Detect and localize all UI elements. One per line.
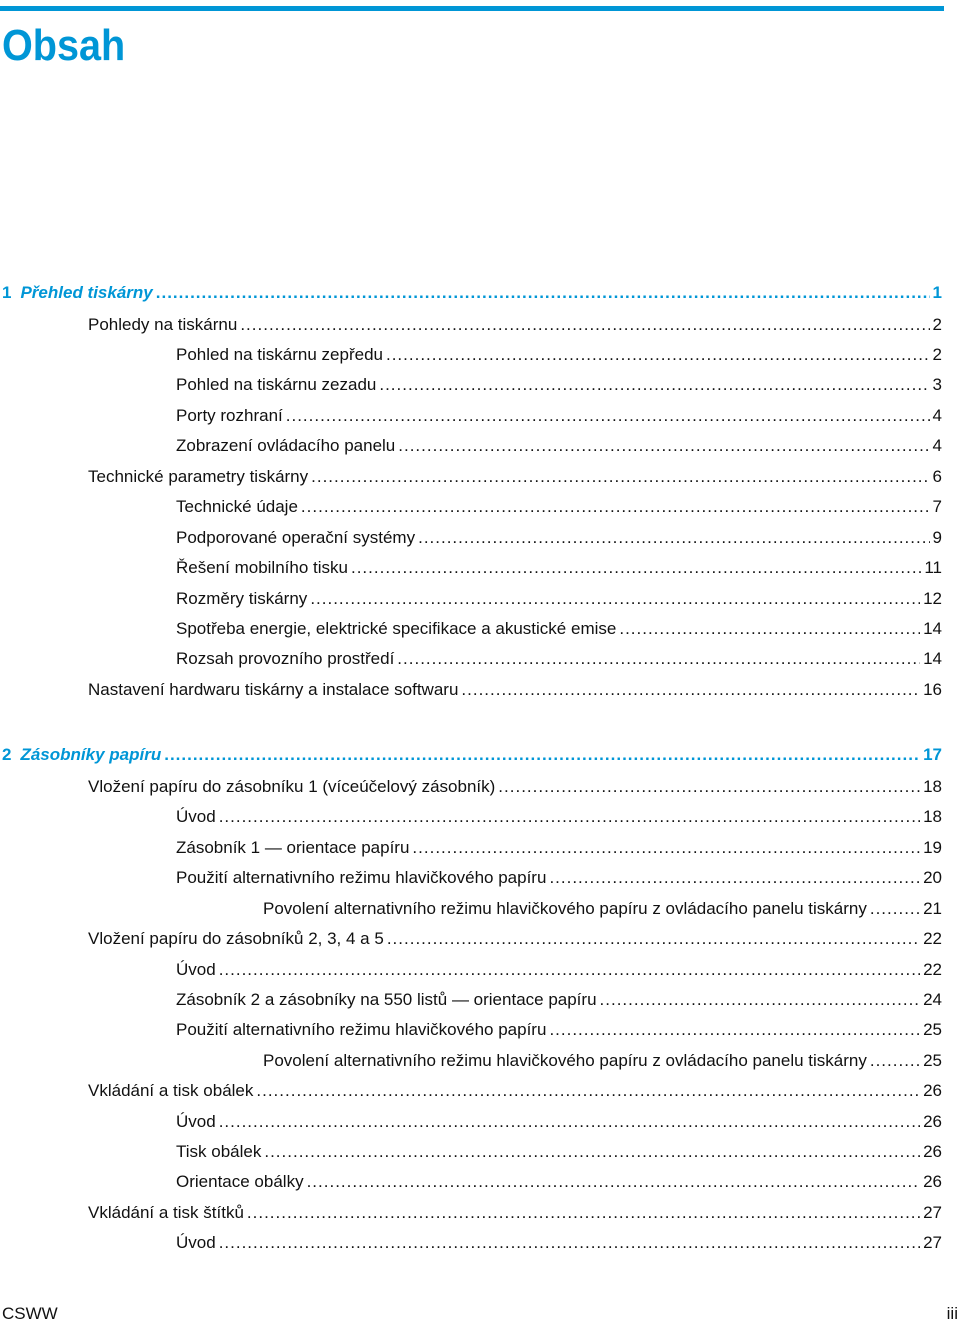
toc-entry-text: Úvod	[176, 807, 216, 826]
toc-entry-text: Vkládání a tisk štítků	[88, 1203, 244, 1222]
toc-page-number: 16	[923, 680, 942, 699]
toc-entry[interactable]	[176, 804, 942, 830]
dot-leader	[549, 1017, 920, 1043]
toc-page-number: 22	[923, 960, 942, 979]
toc-entry[interactable]	[176, 403, 942, 429]
toc-entry-label	[88, 464, 308, 490]
toc-entry-text: Zásobník 2 a zásobníky na 550 listů — orientace papíru	[176, 990, 597, 1009]
toc-page-number: 11	[924, 558, 942, 577]
toc-page-number: 26	[923, 1081, 942, 1100]
dot-leader	[310, 586, 920, 612]
toc-entry[interactable]	[263, 1048, 942, 1074]
toc-entry-text: Přehled tiskárny	[20, 283, 153, 302]
toc-entry-label	[88, 1200, 244, 1226]
toc-entry[interactable]	[176, 586, 942, 612]
toc-entry-label	[88, 926, 384, 952]
toc-entry-text: Vložení papíru do zásobníku 1 (víceúčelový zásobník)	[88, 777, 496, 796]
dot-leader	[219, 1109, 920, 1135]
toc-entry[interactable]	[176, 494, 942, 520]
toc-entry-label	[88, 774, 495, 800]
toc-page-number: 4	[932, 406, 942, 425]
toc-page-number: 26	[923, 1172, 942, 1191]
toc-entry-label	[176, 1230, 216, 1256]
dot-leader	[397, 646, 920, 672]
toc-entry[interactable]	[176, 342, 942, 368]
toc-page-number: 2	[932, 315, 942, 334]
toc-entry-label	[176, 525, 415, 551]
toc-entry[interactable]	[88, 312, 942, 338]
toc-page-number: 6	[932, 467, 942, 486]
toc-page-number: 2	[932, 345, 942, 364]
dot-leader	[387, 926, 920, 952]
toc-entry-text: Vložení papíru do zásobníků 2, 3, 4 a 5	[88, 929, 384, 948]
toc-entry-label	[176, 372, 376, 398]
toc-entry-text: Rozměry tiskárny	[176, 589, 308, 608]
dot-leader	[311, 464, 929, 490]
toc-page-number: 4	[932, 436, 942, 455]
toc-entry[interactable]	[88, 1078, 942, 1104]
toc-entry[interactable]	[176, 865, 942, 891]
dot-leader	[219, 957, 920, 983]
toc-entry-text: Zobrazení ovládacího panelu	[176, 436, 396, 455]
toc-chapter-entry[interactable]	[2, 742, 942, 768]
toc-page-number: 3	[932, 375, 942, 394]
dot-leader	[379, 372, 929, 398]
toc-entry[interactable]	[88, 926, 942, 952]
toc-entry-text: Rozsah provozního prostředí	[176, 649, 395, 668]
toc-entry-label	[88, 312, 237, 338]
toc-entry-text: Úvod	[176, 960, 216, 979]
toc-entry-label	[176, 1169, 304, 1195]
toc-entry-text: Povolení alternativního režimu hlavičkového papíru z ovládacího panelu tiskárny	[263, 1051, 867, 1070]
toc-entry[interactable]	[176, 1109, 942, 1135]
dot-leader	[870, 1048, 920, 1074]
dot-leader	[219, 1230, 920, 1256]
toc-chapter-number: 2	[2, 745, 12, 764]
toc-entry-text: Povolení alternativního režimu hlavičkového papíru z ovládacího panelu tiskárny	[263, 899, 867, 918]
dot-leader	[164, 742, 920, 768]
toc-entry-text: Použití alternativního režimu hlavičkového papíru	[176, 1020, 547, 1039]
dot-leader	[286, 403, 930, 429]
dot-leader	[412, 835, 920, 861]
page-title: Obsah	[2, 21, 126, 70]
dot-leader	[461, 677, 920, 703]
dot-leader	[156, 280, 930, 306]
toc-page-number: 22	[923, 929, 942, 948]
dot-leader	[301, 494, 930, 520]
toc-entry-text: Použití alternativního režimu hlavičkového papíru	[176, 868, 547, 887]
dot-leader	[247, 1200, 920, 1226]
toc-entry-label	[88, 677, 458, 703]
toc-entry[interactable]	[176, 957, 942, 983]
toc-page-number: 19	[923, 838, 942, 857]
toc-entry-label	[176, 646, 394, 672]
toc-page-number: 18	[923, 777, 942, 796]
toc-page-number: 1	[932, 283, 942, 302]
dot-leader	[870, 896, 920, 922]
toc-entry-label	[176, 957, 216, 983]
toc-entry-text: Technické údaje	[176, 497, 298, 516]
toc-page-number: 7	[932, 497, 942, 516]
toc-entry-label	[176, 403, 283, 429]
toc-chapter-entry[interactable]	[2, 280, 942, 306]
toc-entry-label	[176, 1139, 261, 1165]
dot-leader	[256, 1078, 920, 1104]
toc-entry-text: Úvod	[176, 1112, 216, 1131]
toc-entry-text: Tisk obálek	[176, 1142, 262, 1161]
toc-entry-label	[176, 835, 409, 861]
toc-entry[interactable]	[176, 646, 942, 672]
toc-entry-text: Spotřeba energie, elektrické specifikace a akustické emise	[176, 619, 617, 638]
toc-entry[interactable]	[88, 1200, 942, 1226]
toc-entry[interactable]	[176, 987, 942, 1013]
toc-page-number: 17	[923, 745, 942, 764]
toc-entry-text: Porty rozhraní	[176, 406, 283, 425]
toc-page-number: 27	[923, 1233, 942, 1252]
toc-entry[interactable]	[88, 677, 942, 703]
toc-entry-text: Pohled na tiskárnu zepředu	[176, 345, 383, 364]
toc-entry-text: Orientace obálky	[176, 1172, 304, 1191]
dot-leader	[398, 433, 929, 459]
toc-entry-label	[263, 896, 867, 922]
footer-left-label: CSWW	[2, 1304, 58, 1323]
toc-page-number: 18	[923, 807, 942, 826]
dot-leader	[351, 555, 921, 581]
toc-entry-label	[88, 1078, 253, 1104]
toc-entry[interactable]	[176, 1169, 942, 1195]
toc-page-number: 20	[923, 868, 942, 887]
toc-entry-label	[176, 616, 616, 642]
toc-entry-label	[176, 586, 307, 612]
toc-page-number: 27	[923, 1203, 942, 1222]
toc-entry-label	[176, 1017, 546, 1043]
toc-entry-text: Pohledy na tiskárnu	[88, 315, 238, 334]
toc-chapter-number: 1	[2, 283, 12, 302]
toc-entry-text: Zásobníky papíru	[20, 745, 162, 764]
toc-entry[interactable]	[88, 464, 942, 490]
dot-leader	[600, 987, 921, 1013]
toc-entry[interactable]	[176, 555, 942, 581]
toc-entry-label	[2, 742, 161, 768]
toc-entry-label	[176, 1109, 216, 1135]
toc-entry-text: Podporované operační systémy	[176, 528, 416, 547]
dot-leader	[619, 616, 920, 642]
toc-entry-label	[263, 1048, 867, 1074]
toc-entry-text: Technické parametry tiskárny	[88, 467, 309, 486]
toc-page-number: 12	[923, 589, 942, 608]
dot-leader	[386, 342, 930, 368]
toc-entry[interactable]	[176, 1230, 942, 1256]
dot-leader	[219, 804, 920, 830]
toc-entry-text: Zásobník 1 — orientace papíru	[176, 838, 410, 857]
toc-entry[interactable]	[176, 835, 942, 861]
toc-entry[interactable]	[263, 896, 942, 922]
toc-page-number: 25	[923, 1020, 942, 1039]
toc-page-number: 14	[923, 649, 942, 668]
toc-page-number: 14	[923, 619, 942, 638]
dot-leader	[240, 312, 929, 338]
dot-leader	[307, 1169, 921, 1195]
toc-entry-text: Řešení mobilního tisku	[176, 558, 348, 577]
toc-page-number: 26	[923, 1142, 942, 1161]
toc-entry-label	[176, 342, 383, 368]
toc-entry-text: Úvod	[176, 1233, 216, 1252]
toc-page-number: 25	[923, 1051, 942, 1070]
toc-entry[interactable]	[176, 1017, 942, 1043]
dot-leader	[549, 865, 920, 891]
dot-leader	[418, 525, 929, 551]
toc-entry[interactable]	[176, 372, 942, 398]
toc-page-number: 21	[923, 899, 942, 918]
toc-entry[interactable]	[176, 1139, 942, 1165]
toc-entry-label	[176, 433, 395, 459]
toc-entry-label	[176, 804, 216, 830]
toc-entry[interactable]	[88, 774, 942, 800]
toc-entry-label	[176, 555, 348, 581]
toc-page-number: 9	[932, 528, 942, 547]
toc-entry-text: Nastavení hardwaru tiskárny a instalace softwaru	[88, 680, 459, 699]
dot-leader	[498, 774, 920, 800]
toc-entry[interactable]	[176, 525, 942, 551]
toc-entry[interactable]	[176, 433, 942, 459]
toc-entry-label	[176, 865, 546, 891]
toc-page-number: 26	[923, 1112, 942, 1131]
toc-entry-text: Pohled na tiskárnu zezadu	[176, 375, 377, 394]
toc-entry-label	[176, 494, 298, 520]
toc-page-number: 24	[923, 990, 942, 1009]
toc-entry-label	[176, 987, 597, 1013]
toc-entry-text: Vkládání a tisk obálek	[88, 1081, 254, 1100]
footer-page-number: iii	[946, 1304, 958, 1323]
toc-entry[interactable]	[176, 616, 942, 642]
toc-entry-label	[2, 280, 153, 306]
dot-leader	[264, 1139, 920, 1165]
